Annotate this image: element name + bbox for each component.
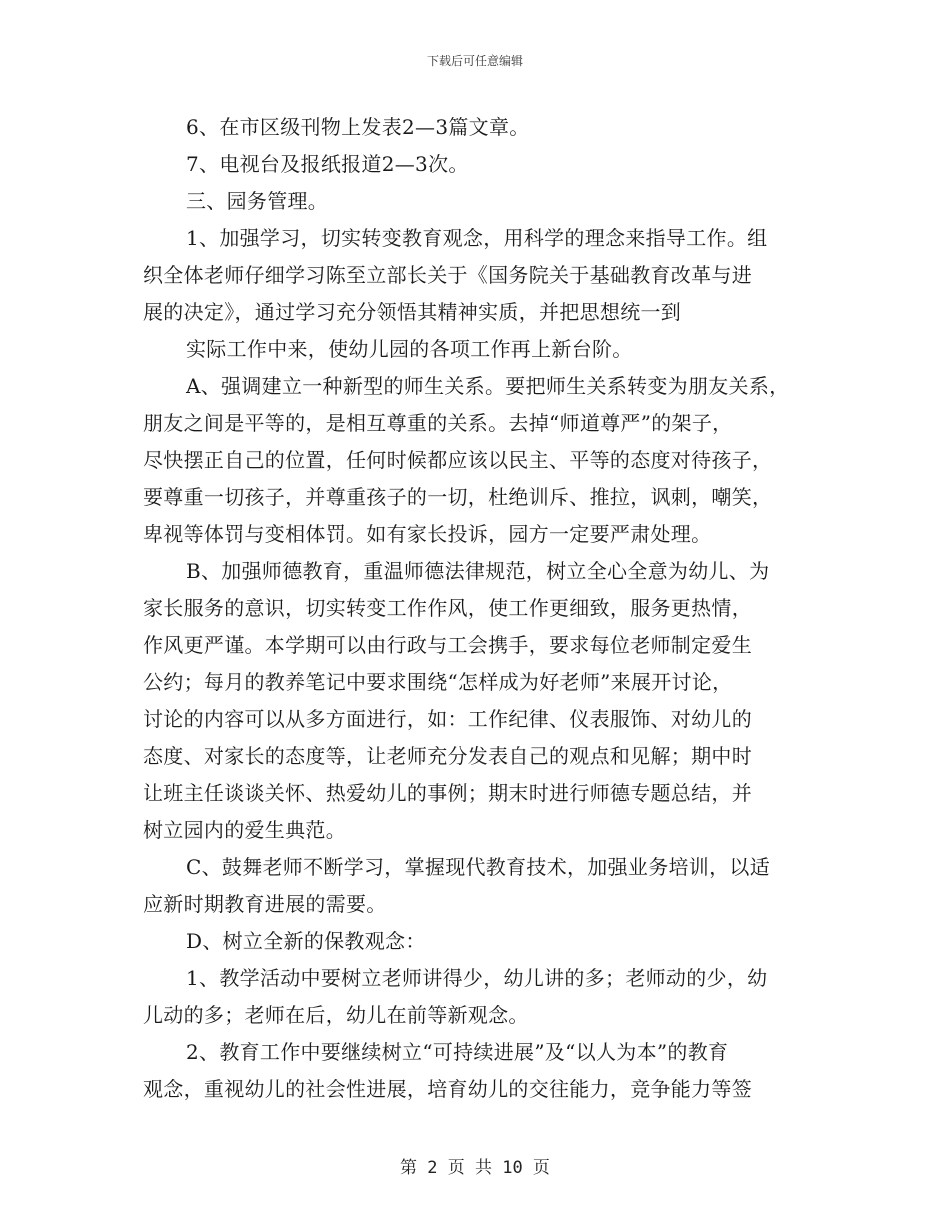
text-line: 卑视等体罚与变相体罚。如有家长投诉，园方一定要严肃处理。 xyxy=(143,522,712,546)
text-line: 朋友之间是平等的，是相互尊重的关系。去掉“师道尊严”的架子， xyxy=(143,411,733,435)
text-line: 应新时期教育进展的需要。 xyxy=(143,892,387,916)
text-line: 态度、对家长的态度等，让老师充分发表自己的观点和见解；期中时 xyxy=(143,744,752,768)
text-line: 7、电视台及报纸报道2—3次。 xyxy=(186,152,469,176)
page-header: 下载后可任意编辑 xyxy=(426,54,523,68)
text-line: B、加强师德教育，重温师德法律规范，树立全心全意为幼儿、为 xyxy=(186,559,770,583)
text-line: 观念，重视幼儿的社会性进展，培育幼儿的交往能力，竞争能力等签 xyxy=(143,1077,752,1101)
text-line: 1、教学活动中要树立老师讲得少，幼儿讲的多；老师动的少，幼 xyxy=(186,966,768,990)
text-line: 织全体老师仔细学习陈至立部长关于《国务院关于基础教育改革与进 xyxy=(143,263,752,287)
text-line: 树立园内的爱生典范。 xyxy=(143,818,346,842)
text-line: A、强调建立一种新型的师生关系。要把师生关系转变为朋友关系， xyxy=(186,374,790,398)
text-line: 家长服务的意识，切实转变工作作风，使工作更细致，服务更热情， xyxy=(143,596,752,620)
text-line: 1、加强学习，切实转变教育观念，用科学的理念来指导工作。组 xyxy=(186,226,768,250)
page-number: 第 2 页 共 10 页 xyxy=(400,1158,550,1178)
text-line: 让班主任谈谈关怀、热爱幼儿的事例；期末时进行师德专题总结，并 xyxy=(143,781,752,805)
text-line: 要尊重一切孩子，并尊重孩子的一切，杜绝训斥、推拉，讽刺，嘲笑， xyxy=(143,485,773,509)
text-line: 儿动的多；老师在后，幼儿在前等新观念。 xyxy=(143,1003,529,1027)
text-line: 实际工作中来，使幼儿园的各项工作再上新台阶。 xyxy=(186,337,633,361)
text-line: 公约；每月的教养笔记中要求围绕“怎样成为好老师”来展开讨论， xyxy=(143,670,733,694)
text-line: C、鼓舞老师不断学习，掌握现代教育技术，加强业务培训，以适 xyxy=(186,855,771,879)
text-line: D、树立全新的保教观念： xyxy=(186,929,426,953)
text-line: 作风更严谨。本学期可以由行政与工会携手，要求每位老师制定爱生 xyxy=(143,633,752,657)
text-line: 6、在市区级刊物上发表2—3篇文章。 xyxy=(186,115,530,139)
text-line: 尽快摆正自己的位置，任何时候都应该以民主、平等的态度对待孩子， xyxy=(143,448,773,472)
text-line: 2、教育工作中要继续树立“可持续进展”及“以人为本”的教育 xyxy=(186,1040,729,1064)
text-line: 三、园务管理。 xyxy=(186,189,329,213)
text-line: 展的决定》，通过学习充分领悟其精神实质，并把思想统一到 xyxy=(143,300,682,324)
text-line: 讨论的内容可以从多方面进行，如：工作纪律、仪表服饰、对幼儿的 xyxy=(143,707,752,731)
